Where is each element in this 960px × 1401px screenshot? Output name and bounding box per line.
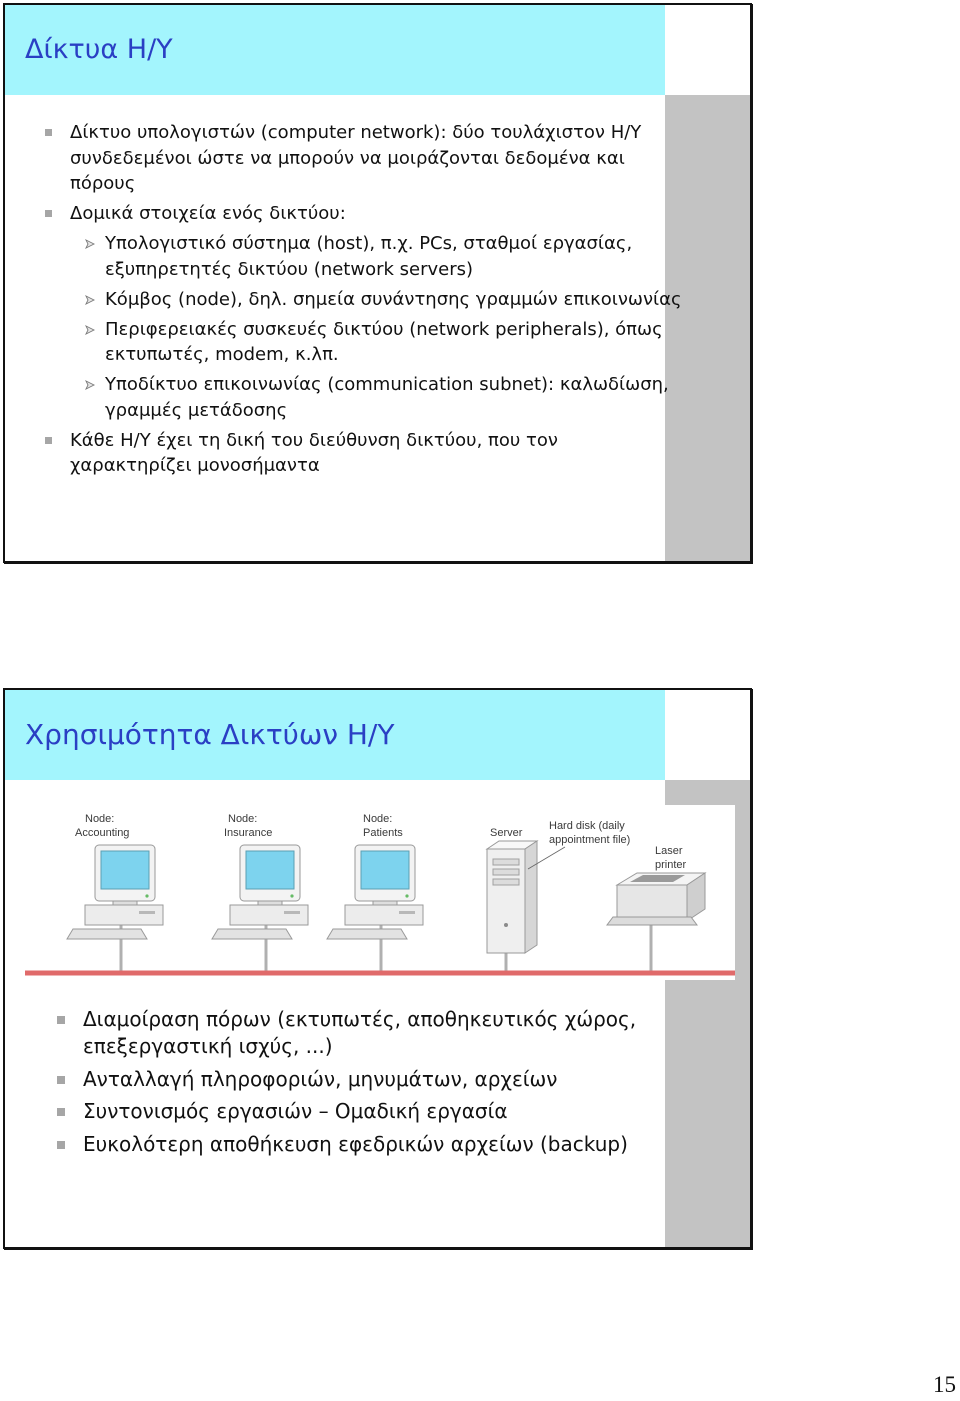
node-name-accounting: Accounting bbox=[75, 827, 130, 839]
slide-title: Χρησιμότητα Δικτύων Η/Υ bbox=[25, 718, 395, 751]
bullet-text-line: πόρους bbox=[70, 173, 136, 194]
sub-bullet-text-line: εκτυπωτές, modem, κ.λπ. bbox=[105, 344, 339, 365]
slide-title: Δίκτυα Η/Υ bbox=[25, 34, 173, 65]
sub-bullet-text-line: Υποδίκτυο επικοινωνίας (communication subnet): καλωδίωση, bbox=[105, 374, 669, 395]
square-bullet-icon bbox=[57, 1076, 65, 1084]
node-name-insurance: Insurance bbox=[224, 827, 273, 839]
arrowhead-bullet-icon bbox=[85, 239, 95, 249]
sub-bullet-item bbox=[5, 287, 750, 313]
page-number: 15 bbox=[933, 1372, 956, 1397]
bullet-text-line: χαρακτηρίζει μονοσήμαντα bbox=[70, 455, 320, 476]
slide-network-usefulness bbox=[3, 688, 752, 1249]
node-label: Node: bbox=[228, 813, 258, 825]
arrowhead-bullet-icon bbox=[85, 295, 95, 305]
square-bullet-icon bbox=[57, 1016, 65, 1024]
sub-bullet-item bbox=[5, 231, 750, 282]
square-bullet-icon bbox=[57, 1108, 65, 1116]
bullet-item bbox=[5, 1131, 750, 1158]
square-bullet-icon bbox=[45, 129, 52, 136]
printer-label: Laser bbox=[655, 845, 683, 857]
slide-computer-networks bbox=[3, 3, 752, 563]
bullet-item bbox=[5, 428, 750, 479]
bullet-text-line: επεξεργαστική ισχύς, ...) bbox=[83, 1034, 333, 1058]
sub-bullet-text-line: γραμμές μετάδοσης bbox=[105, 399, 288, 421]
bullet-item bbox=[5, 1006, 750, 1060]
node-label: Node: bbox=[85, 813, 115, 825]
square-bullet-icon bbox=[45, 210, 52, 217]
printer-label: printer bbox=[655, 859, 687, 871]
arrowhead-bullet-icon bbox=[85, 325, 95, 335]
sub-bullet-text-line: εξυπηρετητές δικτύου (network servers) bbox=[105, 258, 474, 280]
node-label: Node: bbox=[363, 813, 393, 825]
hard-disk-label: appointment file) bbox=[549, 834, 631, 846]
hard-disk-label: Hard disk (daily bbox=[549, 820, 625, 832]
bullet-text-line: Δομικά στοιχεία ενός δικτύου: bbox=[70, 203, 346, 224]
server-label: Server bbox=[490, 827, 523, 839]
sub-bullet-item bbox=[5, 372, 750, 423]
bullet-text-line: Κάθε Η/Υ έχει τη δική του διεύθυνση δικτύου, που τον bbox=[70, 429, 558, 451]
slide-title-bar bbox=[5, 690, 665, 780]
bullet-text-line: Ευκολότερη αποθήκευση εφεδρικών αρχείων (backup) bbox=[83, 1131, 628, 1156]
square-bullet-icon bbox=[57, 1141, 65, 1149]
bullet-item bbox=[5, 1098, 750, 1125]
bullet-text-line: Δίκτυο υπολογιστών (computer network): δύο τουλάχιστον Η/Υ bbox=[70, 122, 642, 143]
bullet-text-line: Ανταλλαγή πληροφοριών, μηνυμάτων, αρχείων bbox=[83, 1066, 558, 1091]
sub-bullet-text-line: Υπολογιστικό σύστημα (host), π.χ. PCs, σταθμοί εργασίας, bbox=[105, 233, 633, 254]
sub-bullet-text-line: Περιφερειακές συσκευές δικτύου (network peripherals), όπως bbox=[105, 318, 663, 340]
bullet-item bbox=[5, 1066, 750, 1093]
slide-title-bar bbox=[5, 5, 665, 95]
bullet-text-line: Συντονισμός εργασιών – Ομαδική εργασία bbox=[83, 1099, 508, 1123]
node-name-patients: Patients bbox=[363, 827, 403, 839]
bullet-text-line: συνδεδεμένοι ώστε να μπορούν να μοιράζονται δεδομένα και bbox=[70, 147, 625, 169]
network-diagram bbox=[25, 805, 735, 980]
bullet-item bbox=[5, 120, 750, 197]
sub-bullet-text-line: Κόμβος (node), δηλ. σημεία συνάντησης γραμμών επικοινωνίας bbox=[105, 288, 682, 310]
sub-bullet-item bbox=[5, 317, 750, 368]
square-bullet-icon bbox=[45, 437, 52, 444]
arrowhead-bullet-icon bbox=[85, 380, 95, 390]
bullet-list bbox=[5, 1006, 750, 1158]
bullet-text-line: Διαμοίραση πόρων (εκτυπωτές, αποθηκευτικός χώρος, bbox=[83, 1007, 637, 1031]
bullet-item bbox=[5, 201, 750, 227]
bullet-list bbox=[5, 120, 750, 479]
